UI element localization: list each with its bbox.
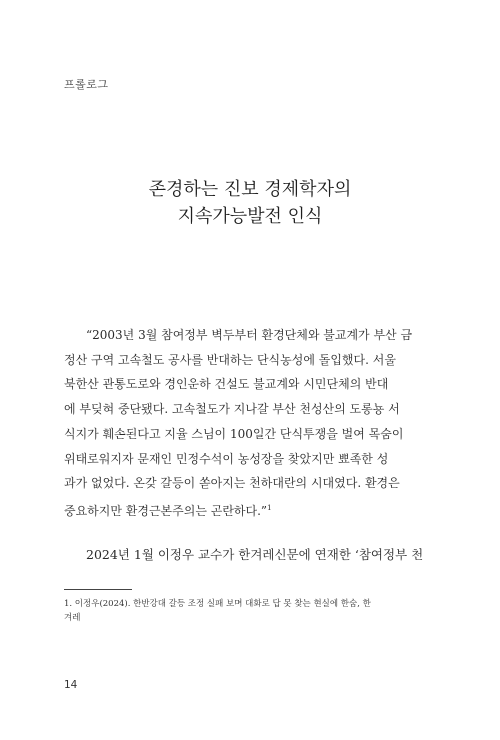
footnote-line: 겨레 <box>64 613 81 623</box>
quote-line: 과가 없었다. 온갖 갈등이 쏟아지는 천하대란의 시대였다. 환경은 <box>64 476 400 491</box>
chapter-title-line: 존경하는 진보 경제학자의 <box>148 179 352 200</box>
body-paragraph: 2024년 1월 이정우 교수가 한겨레신문에 연재한 ‘참여정부 천 <box>86 547 424 562</box>
chapter-title <box>0 176 500 230</box>
quote-line: “2003년 3월 참여정부 벽두부터 환경단체와 불교계가 부산 금 <box>86 328 413 342</box>
quote-line <box>64 496 436 524</box>
footnote-marker[interactable]: 1 <box>267 503 272 512</box>
quote-line: 북한산 관통도로와 경인운하 건설도 불교계와 시민단체의 반대 <box>64 377 389 392</box>
section-label: 프롤로그 <box>64 78 109 91</box>
footnote <box>64 597 436 625</box>
footnote-line: 1. 이정우(2024). 한반강대 갈등 조정 실패 보며 대화로 답 못 찾는 현실에 한숨, 한 <box>64 599 371 609</box>
quote-line: 위태로워지자 문재인 민정수석이 농성장을 찾았지만 뾰족한 성 <box>64 451 389 466</box>
quote-line: 식지가 훼손된다고 지율 스님이 100일간 단식투쟁을 벌여 목숨이 <box>64 426 404 441</box>
quote-line: 에 부딪혀 중단됐다. 고속철도가 지나갈 부산 천성산의 도롱뇽 서 <box>64 402 400 417</box>
quote-line: 정산 구역 고속철도 공사를 반대하는 단식농성에 돌입했다. 서울 <box>64 352 396 367</box>
footnote-divider <box>64 589 132 590</box>
quote-last-text: 중요하지만 환경근본주의는 곤란하다.” <box>64 503 268 518</box>
chapter-title-line: 지속가능발전 인식 <box>177 206 323 227</box>
quote-block <box>64 323 436 524</box>
page-number: 14 <box>64 679 78 691</box>
